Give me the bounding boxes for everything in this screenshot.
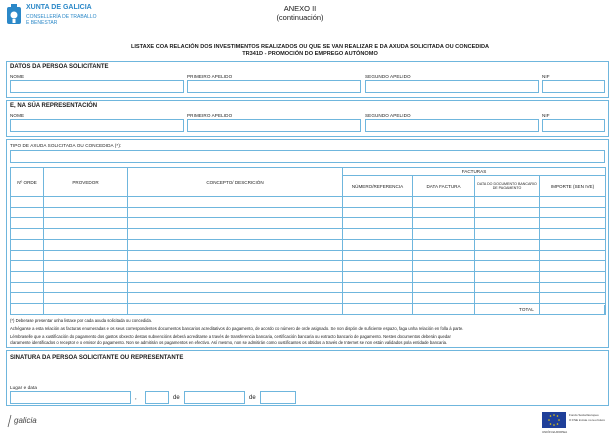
cell-number[interactable] [343,229,413,240]
place-field[interactable] [10,391,131,404]
galicia-logo-text: galicia [14,416,37,425]
applicant-name-label: NOME [10,74,25,79]
applicant-name-field[interactable] [10,80,184,93]
year-field[interactable] [260,391,296,404]
total-label: TOTAL [519,307,534,312]
cell-date[interactable] [413,304,475,315]
representative-nif-field[interactable] [542,119,605,132]
of-label-2: de [249,395,256,401]
col-header-amount: IMPORTE (SEN IVE) [540,176,606,197]
cell-number[interactable] [343,239,413,250]
cell-date[interactable] [413,218,475,229]
cell-bank-date[interactable] [475,207,540,218]
table-row [11,293,606,304]
cell-order[interactable] [11,207,44,218]
cell-concept[interactable] [128,250,343,261]
cell-date[interactable] [413,197,475,208]
cell-provider[interactable] [44,272,128,283]
brand-name: XUNTA DE GALICIA [26,4,92,11]
applicant-surname1-field[interactable] [187,80,361,93]
cell-number[interactable] [343,272,413,283]
eu-flag-icon [542,412,566,428]
table-row [11,250,606,261]
cell-provider[interactable] [44,250,128,261]
cell-amount[interactable] [540,197,606,208]
cell-concept[interactable] [128,197,343,208]
table-row [11,197,606,208]
representative-surname2-field[interactable] [365,119,539,132]
aid-type-label: TIPO DE AXUDA SOLICITADA OU CONCEDIDA (*): [10,143,122,148]
cell-date[interactable] [413,282,475,293]
cell-concept[interactable] [128,218,343,229]
cell-provider[interactable] [44,197,128,208]
note-1: (*) Deberase presentar unha listaxe por cada axuda solicitada ou concedida. [10,318,152,323]
applicant-surname1-label: PRIMEIRO APELIDO [187,74,233,79]
representative-section-title: E, NA SÚA REPRESENTACIÓN [10,103,98,109]
cell-date[interactable] [413,229,475,240]
cell-number[interactable] [343,218,413,229]
cell-amount[interactable] [540,282,606,293]
cell-provider[interactable] [44,239,128,250]
investments-table [10,167,606,315]
cell-bank-date[interactable] [475,261,540,272]
cell-order[interactable] [11,304,44,315]
representative-surname1-field[interactable] [187,119,361,132]
table-row [11,239,606,250]
cell-amount[interactable] [540,261,606,272]
cell-date[interactable] [413,261,475,272]
cell-concept[interactable] [128,207,343,218]
cell-number[interactable] [343,282,413,293]
representative-surname2-label: SEGUNDO APELIDO [365,113,411,118]
cell-date[interactable] [413,250,475,261]
cell-order[interactable] [11,272,44,283]
xunta-logo [4,4,24,28]
cell-bank-date[interactable] [475,250,540,261]
cell-bank-date[interactable] [475,197,540,208]
cell-provider[interactable] [44,229,128,240]
cell-date[interactable] [413,272,475,283]
cell-provider[interactable] [44,261,128,272]
aid-type-field[interactable] [10,150,605,163]
cell-provider[interactable] [44,282,128,293]
galicia-logo-icon [6,414,14,428]
cell-bank-date[interactable] [475,282,540,293]
cell-concept[interactable] [128,304,343,315]
col-header-invoices: FACTURAS [343,168,606,176]
cell-bank-date[interactable] [475,272,540,283]
representative-section [6,100,609,137]
investments-section [6,139,609,348]
cell-concept[interactable] [128,239,343,250]
applicant-section-title: DATOS DA PERSOA SOLICITANTE [10,64,109,70]
table-row [11,261,606,272]
table-row [11,218,606,229]
brand-line2: E BENESTAR [26,20,58,26]
cell-bank-date[interactable] [475,229,540,240]
cell-order[interactable] [11,282,44,293]
table-row [11,304,606,315]
col-header-number: NÚMERO/REFERENCIA [343,176,413,197]
cell-order[interactable] [11,197,44,208]
note-3a: Lémbraselle que a xustificación do pagamento dos gastos obxecto destas subvencións deberá acreditarse a través de transferencia bancaria, certificación bancaria ou extracto bancario de pagamento. Nestes documentos deberán quedar [10,334,451,339]
cell-amount[interactable] [540,250,606,261]
table-row [11,282,606,293]
cell-concept[interactable] [128,293,343,304]
cell-concept[interactable] [128,261,343,272]
cell-number[interactable] [343,261,413,272]
cell-amount[interactable] [540,293,606,304]
annex-title: ANEXO II [283,4,317,13]
cell-concept[interactable] [128,272,343,283]
cell-number[interactable] [343,197,413,208]
cell-concept[interactable] [128,229,343,240]
cell-bank-date[interactable] [475,218,540,229]
cell-order[interactable] [11,250,44,261]
representative-nif-label: NIF [542,113,550,118]
brand-line1: CONSELLERÍA DE TRABALLO [26,14,97,20]
table-row [11,229,606,240]
representative-name-field[interactable] [10,119,184,132]
applicant-nif-field[interactable] [542,80,605,93]
cell-number[interactable] [343,304,413,315]
document-title: LISTAXE COA RELACIÓN DOS INVESTIMENTOS REALIZADOS OU QUE SE VAN REALIZAR E DA AXUDA SOLICITADA OU CONCEDIDA [130,44,490,50]
cell-amount[interactable] [540,272,606,283]
document-subtitle: TR341D - PROMOCIÓN DO EMPREGO AUTÓNOMO [242,51,378,57]
col-header-concept: CONCEPTO/ DESCRICIÓN [128,168,343,197]
cell-order[interactable] [11,293,44,304]
of-label-1: de [173,395,180,401]
table-row [11,272,606,283]
eu-caption: UNIÓN EUROPEA [542,430,568,434]
applicant-surname2-field[interactable] [365,80,539,93]
cell-provider[interactable] [44,304,128,315]
month-field[interactable] [184,391,245,404]
cell-amount[interactable] [540,239,606,250]
applicant-nif-label: NIF [542,74,550,79]
cell-bank-date[interactable] [475,293,540,304]
representative-surname1-label: PRIMEIRO APELIDO [187,113,233,118]
cell-order[interactable] [11,261,44,272]
col-header-bank-date: DATA DO DOCUMENTO BANCARIO DE PAGAMENTO [475,176,540,197]
cell-amount[interactable] [540,229,606,240]
cell-date[interactable] [413,239,475,250]
cell-number[interactable] [343,250,413,261]
cell-provider[interactable] [44,218,128,229]
cell-number[interactable] [343,293,413,304]
cell-provider[interactable] [44,207,128,218]
cell-date[interactable] [413,207,475,218]
galicia-logo [6,414,50,428]
note-3b: claramente identificados o receptor e o emisor do pagamento. Non se admitirán os pagamentos en efectivo. Así mesmo, non se admitirán como xustificantes os obtidos a través de Internet se non están validados pola entidade bancaria. [10,340,448,345]
eu-fund-line1: Fondo Social Europeo [569,413,599,417]
annex-subtitle: (continuación) [276,13,324,22]
cell-order[interactable] [11,239,44,250]
cell-concept[interactable] [128,282,343,293]
eu-fund-line2: O FSE inviste no teu futuro [569,418,606,422]
applicant-surname2-label: SEGUNDO APELIDO [365,74,411,79]
col-header-date: DATA FACTURA [413,176,475,197]
total-field[interactable] [539,305,605,315]
applicant-section [6,61,609,98]
signature-section [6,350,609,406]
cell-provider[interactable] [44,293,128,304]
cell-number[interactable] [343,207,413,218]
col-header-provider: PROVEDOR [44,168,128,197]
representative-name-label: NOME [10,113,25,118]
cell-bank-date[interactable] [475,239,540,250]
cell-order[interactable] [11,229,44,240]
cell-date[interactable] [413,293,475,304]
cell-amount[interactable] [540,207,606,218]
xunta-seal-icon [4,4,24,28]
cell-order[interactable] [11,218,44,229]
note-2: Achéganse a esta relación as facturas enumeradas e os seus correspondentes documentos bancarios acreditativos do pagamento, de acordo co número de orde asignado. Se non dispón de suficiente espazo, faga unha relación en folla á parte. [10,326,464,331]
col-header-order: Nº ORDE [11,168,44,197]
eu-logo [542,412,610,436]
cell-amount[interactable] [540,218,606,229]
day-field[interactable] [145,391,169,404]
table-row [11,207,606,218]
comma-separator: , [135,395,137,401]
signature-section-title: SINATURA DA PERSOA SOLICITANTE OU REPRESENTANTE [10,355,184,361]
place-date-label: Lugar e data [10,385,37,390]
